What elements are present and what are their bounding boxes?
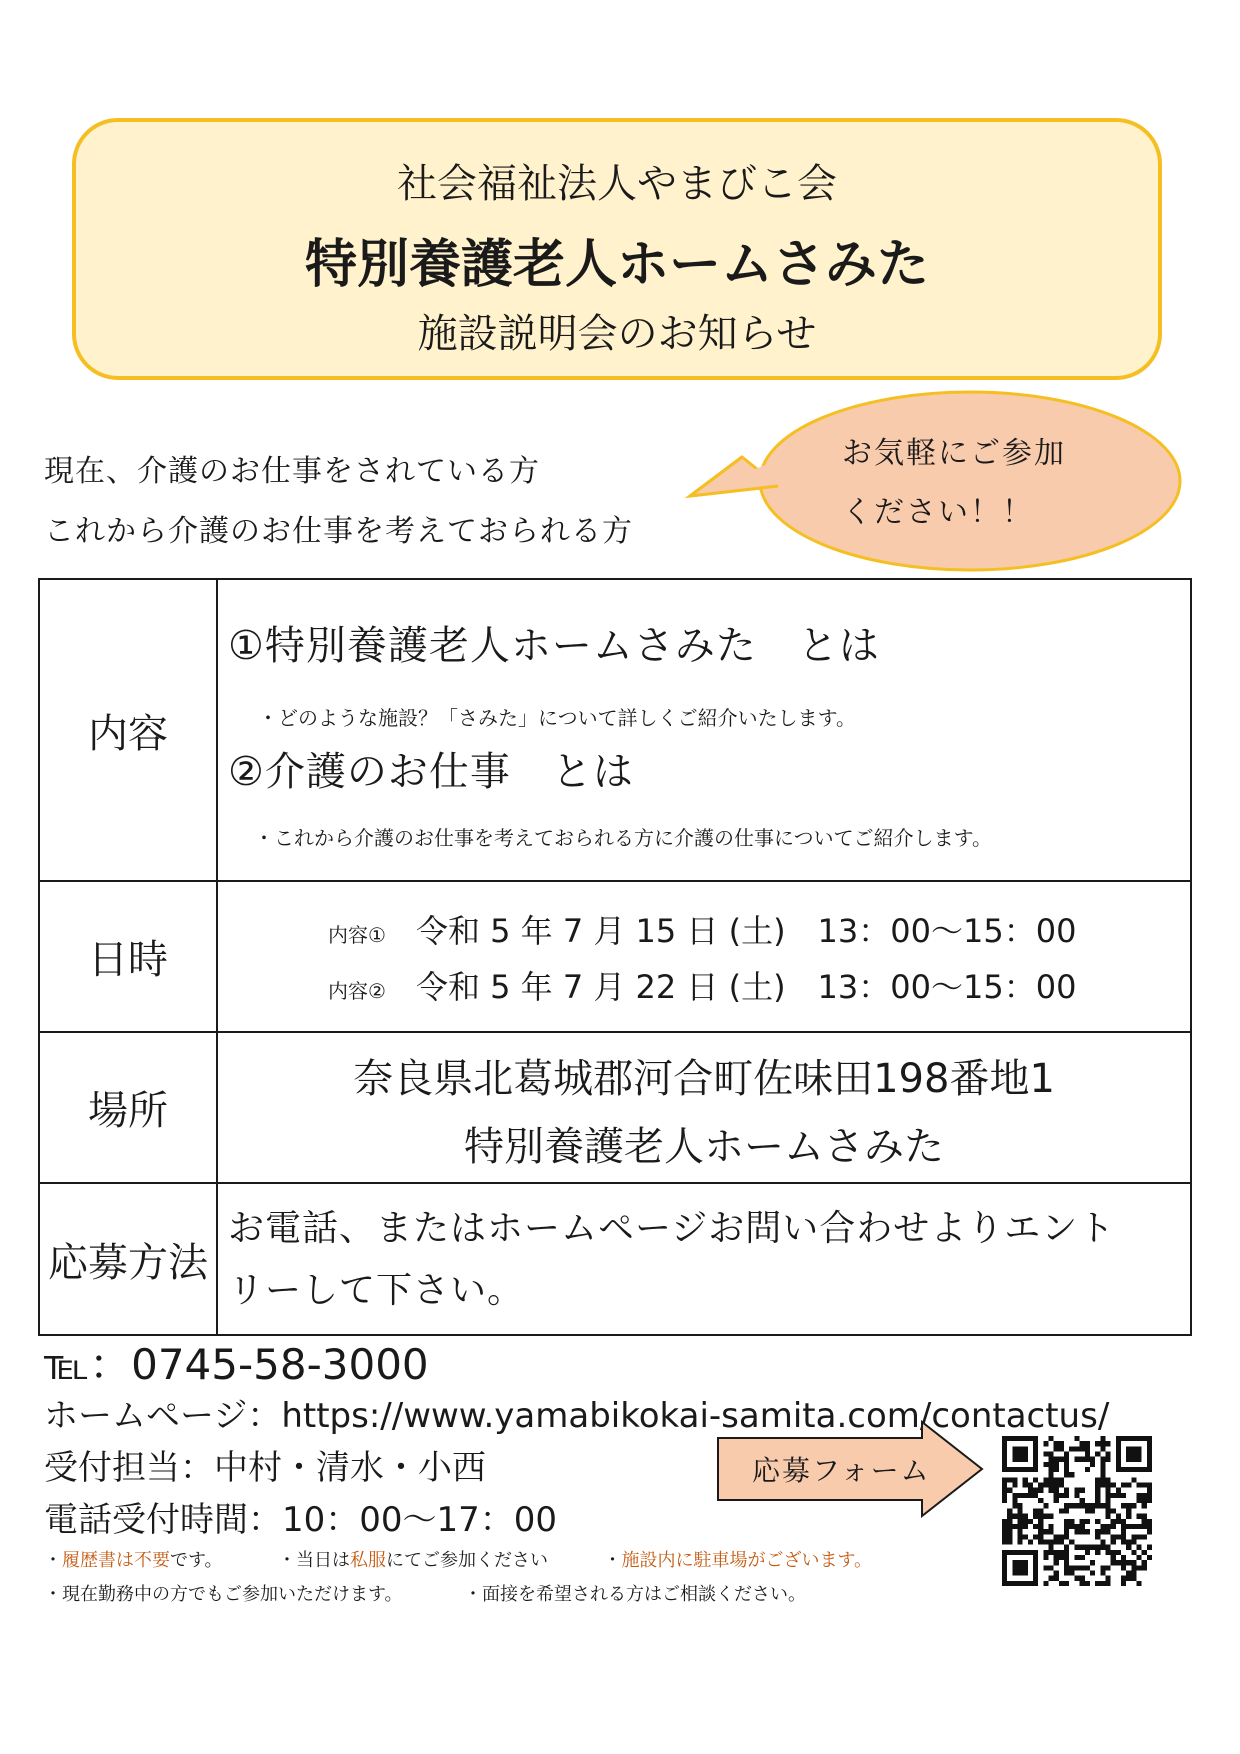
datetime-text-1: 令和 5 年 7 月 15 日 (土) 13：00〜15：00 (415, 912, 1077, 950)
note4: ・現在勤務中の方でもご参加いただけます。 (44, 1584, 403, 1605)
note3-highlight: 施設内に駐車場がございます。 (621, 1550, 873, 1571)
cell-datetime (217, 881, 1191, 1032)
apply-line2: リーして下さい。 (228, 1270, 525, 1311)
row-datetime (39, 881, 1191, 1032)
location-line2: 特別養護老人ホームさみた (464, 1124, 944, 1170)
target-line2: これから介護のお仕事を考えておられる方 (44, 514, 633, 549)
bubble-line2: ください！！ (842, 495, 1034, 530)
qr-code-icon[interactable] (1002, 1436, 1152, 1586)
page-subtitle: 施設説明会のお知らせ (417, 311, 817, 357)
cell-apply (217, 1183, 1191, 1335)
note5: ・面接を希望される方はご相談ください。 (464, 1584, 807, 1605)
reception-hours: 電話受付時間：10：00〜17：00 (44, 1500, 558, 1540)
datetime-tag-2: 内容② (328, 979, 386, 1003)
homepage-link[interactable]: ホームページ：https://www.yamabikokai-samita.com/contactus/ (44, 1396, 1110, 1436)
cell-location (217, 1032, 1191, 1183)
datetime-row-2 (328, 962, 1076, 1008)
tel-number: ℡：0745-58-3000 (44, 1340, 429, 1389)
content-item1: ①特別養護老人ホームさみた とは (228, 623, 880, 669)
label-location: 場所 (39, 1032, 217, 1183)
note2-suffix: にてご参加ください (386, 1550, 549, 1571)
label-apply: 応募方法 (39, 1183, 217, 1335)
page-title: 特別養護老人ホームさみた (304, 235, 929, 295)
row-apply (39, 1183, 1191, 1335)
notes-line2 (44, 1580, 806, 1606)
form-arrow-label[interactable]: 応募フォーム (752, 1454, 931, 1487)
apply-line1: お電話、またはホームページお問い合わせよりエント (228, 1208, 1116, 1249)
row-content (39, 579, 1191, 881)
info-table (38, 578, 1192, 1336)
label-datetime: 日時 (39, 881, 217, 1032)
cell-content (217, 579, 1191, 881)
row-location (39, 1032, 1191, 1183)
note1-prefix: ・ (44, 1550, 62, 1571)
org-name: 社会福祉法人やまびこ会 (397, 161, 837, 207)
bubble-line1: お気軽にご参加 (842, 436, 1066, 471)
datetime-tag-1: 内容① (328, 923, 386, 947)
location-line1: 奈良県北葛城郡河合町佐味田198番地1 (353, 1056, 1055, 1102)
label-content: 内容 (39, 579, 217, 881)
note2-highlight: 私服 (350, 1550, 387, 1571)
header-box (72, 118, 1162, 380)
note1-highlight: 履歴書は不要 (62, 1550, 170, 1571)
note1-suffix: です。 (170, 1550, 223, 1571)
notes-line1 (44, 1546, 872, 1572)
datetime-text-2: 令和 5 年 7 月 22 日 (土) 13：00〜15：00 (415, 968, 1077, 1006)
reception-staff: 受付担当：中村・清水・小西 (44, 1448, 486, 1488)
note3-prefix: ・ (603, 1550, 622, 1571)
content-note1: ・どのような施設？「さみた」について詳しくご紹介いたします。 (258, 706, 856, 730)
content-item2: ②介護のお仕事 とは (228, 749, 634, 795)
note2-prefix: ・当日は (278, 1550, 351, 1571)
target-line1: 現在、介護のお仕事をされている方 (44, 454, 540, 489)
speech-bubble (670, 385, 1190, 575)
content-note2: ・これから介護のお仕事を考えておられる方に介護の仕事についてご紹介します。 (254, 826, 992, 850)
datetime-row-1 (328, 906, 1076, 952)
